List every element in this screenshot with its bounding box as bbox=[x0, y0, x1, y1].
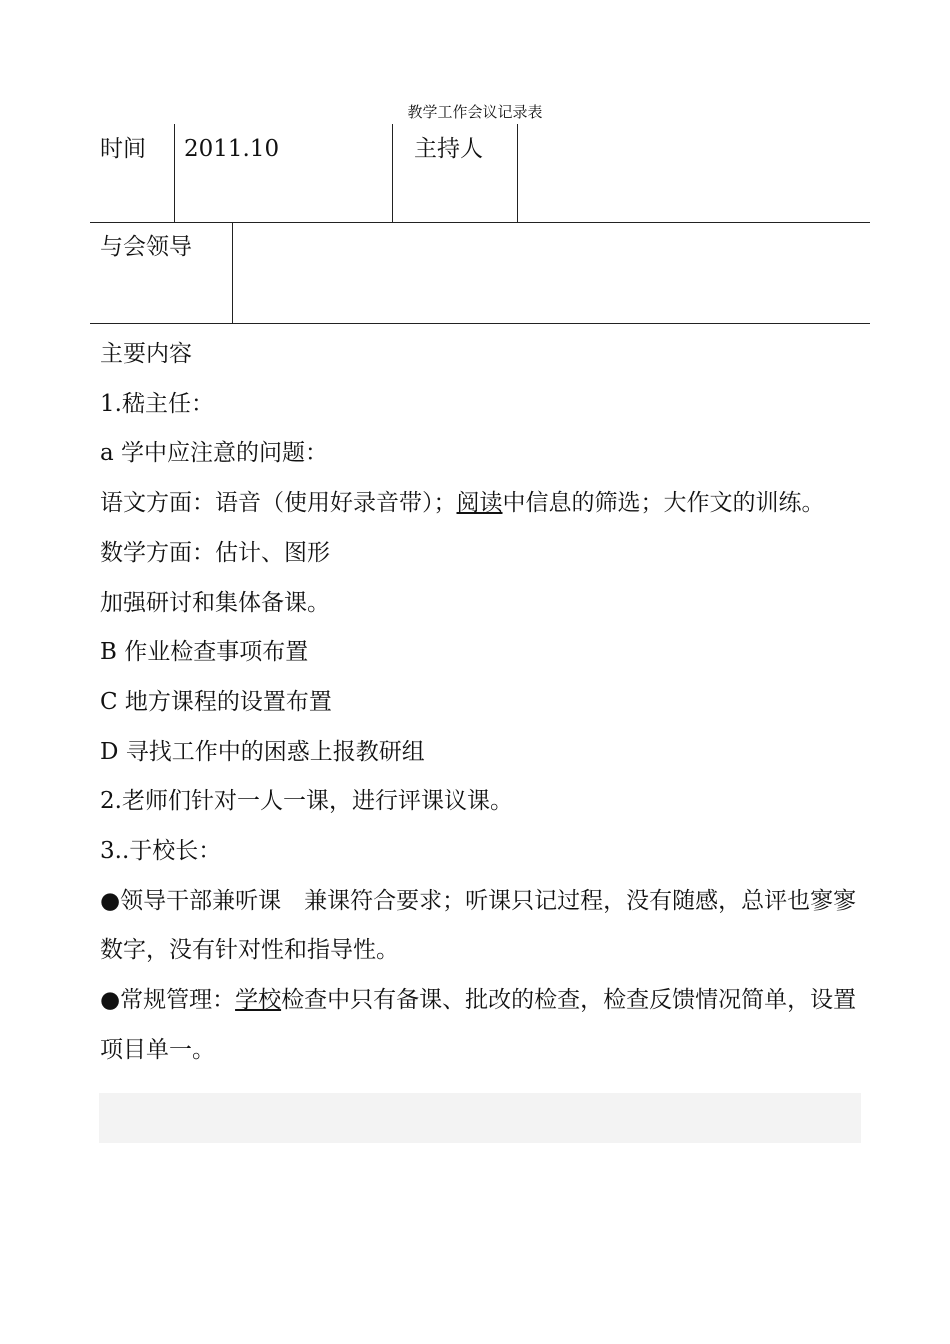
content-heading: 主要内容 bbox=[100, 341, 192, 367]
math-line: 数学方面：估计、图形 bbox=[100, 539, 330, 566]
table-divider bbox=[517, 124, 518, 222]
item-1d: D 寻找工作中的困惑上报教研组 bbox=[100, 738, 425, 765]
reading-link[interactable]: 阅读 bbox=[456, 490, 503, 517]
item-1b: B 作业检查事项布置 bbox=[100, 639, 309, 666]
chinese-suffix: 中信息的筛选；大作文的训练。 bbox=[502, 490, 825, 517]
blank-footer-box bbox=[99, 1093, 861, 1143]
item-1: 1.嵇主任： bbox=[100, 390, 214, 417]
chinese-line bbox=[100, 479, 870, 529]
research-line: 加强研讨和集体备课。 bbox=[100, 589, 330, 616]
bullet-2-suffix: 检查中只有备课、批改的检查，检查反馈情况简单，设置项目单一。 bbox=[100, 987, 857, 1063]
bullet-1: ●领导干部兼听课 兼课符合要求；听课只记过程，没有随感，总评也寥寥数字，没有针对性和指导性。 bbox=[100, 887, 857, 964]
time-value: 2011.10 bbox=[184, 136, 280, 162]
bullet-2-prefix: ●常规管理： bbox=[100, 987, 236, 1014]
chinese-prefix: 语文方面：语音（使用好录音带）； bbox=[100, 490, 457, 517]
table-divider bbox=[174, 124, 175, 222]
item-3: 3..于校长： bbox=[100, 838, 222, 865]
host-label: 主持人 bbox=[414, 136, 483, 162]
document-title: 教学工作会议记录表 bbox=[407, 103, 543, 121]
school-link[interactable]: 学校 bbox=[235, 987, 282, 1014]
item-1a: a 学中应注意的问题： bbox=[100, 440, 329, 467]
bullet-2 bbox=[100, 976, 870, 1075]
table-row-border bbox=[90, 323, 870, 324]
item-1c: C 地方课程的设置布置 bbox=[100, 688, 332, 715]
main-content bbox=[100, 330, 870, 1076]
table-divider bbox=[392, 124, 393, 222]
table-row-border bbox=[90, 222, 870, 223]
leaders-label: 与会领导 bbox=[100, 234, 192, 260]
item-2: 2.老师们针对一人一课，进行评课议课。 bbox=[100, 788, 513, 815]
time-label: 时间 bbox=[100, 136, 146, 162]
table-divider bbox=[232, 223, 233, 323]
